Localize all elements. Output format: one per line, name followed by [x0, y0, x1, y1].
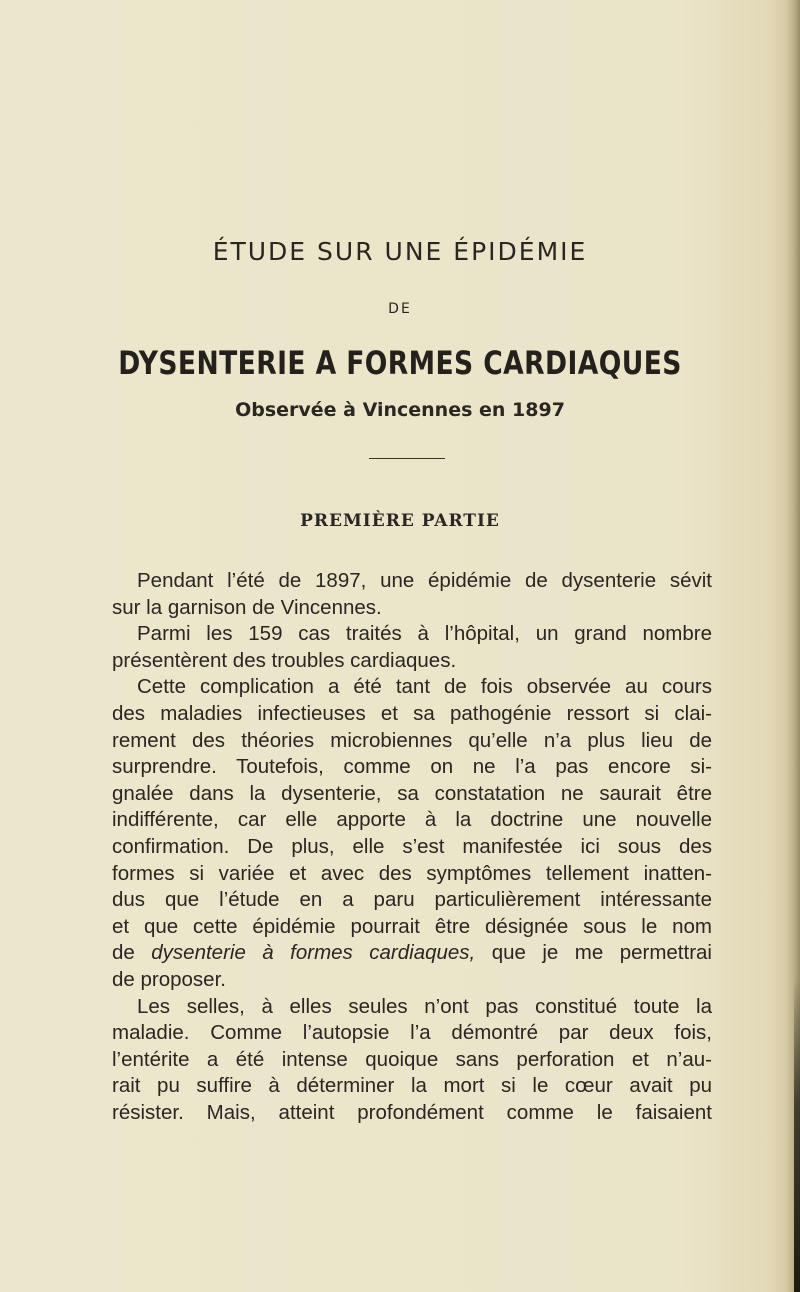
document-title: ÉTUDE SUR UNE ÉPIDÉMIE [212, 237, 588, 266]
text-line: des maladies infectieuses et sa pathogénie ressort si clai- [112, 701, 712, 725]
text-line: et que cette épidémie pourrait être désignée sous le nom [112, 914, 712, 938]
text-fragment: que je me permettrai [491, 941, 712, 965]
title-connector: DE [388, 301, 412, 317]
text-line-with-italic [112, 940, 712, 967]
section-title: PREMIÈRE PARTIE [300, 511, 500, 531]
page-edge-dark [794, 980, 800, 1292]
body-text [112, 568, 712, 1126]
text-fragment: de [112, 941, 135, 965]
text-line: formes si variée et avec des symptômes tellement inatten- [112, 861, 712, 885]
text-line: dus que l’étude en a paru particulièrement intéressante [112, 888, 712, 912]
text-line: présentèrent des troubles cardiaques. [112, 648, 457, 672]
text-line: rait pu suffire à déterminer la mort si le cœur avait pu [112, 1074, 712, 1098]
italic-term: dysenterie à formes cardiaques, [151, 941, 476, 965]
text-line: gnalée dans la dysenterie, sa constatation ne saurait être [112, 781, 712, 805]
text-line: Parmi les 159 cas traités à l’hôpital, un grand nombre [137, 622, 712, 646]
text-line: indifférente, car elle apporte à la doctrine une nouvelle [112, 808, 712, 832]
text-line: maladie. Comme l’autopsie l’a démontré par deux fois, [112, 1021, 712, 1045]
main-title: DYSENTERIE A FORMES CARDIAQUES [118, 344, 682, 382]
separator-rule [369, 458, 445, 459]
text-line: Cette complication a été tant de fois observée au cours [137, 675, 712, 699]
text-line: résister. Mais, atteint profondément comme le faisaient [112, 1100, 712, 1124]
subtitle: Observée à Vincennes en 1897 [235, 399, 565, 421]
text-line: Pendant l’été de 1897, une épidémie de dysenterie sévit [137, 569, 712, 592]
text-line: l’entérite a été intense quoique sans perforation et n’au- [112, 1047, 712, 1071]
text-line: confirmation. De plus, elle s’est manifestée ici sous des [112, 834, 712, 858]
text-line: Les selles, à elles seules n’ont pas constitué toute la [137, 994, 712, 1018]
text-line: surprendre. Toutefois, comme on ne l’a pas encore si- [112, 755, 712, 779]
text-line: sur la garnison de Vincennes. [112, 595, 382, 619]
text-line: rement des théories microbiennes qu’elle n’a plus lieu de [112, 728, 712, 752]
text-line: de proposer. [112, 967, 226, 991]
